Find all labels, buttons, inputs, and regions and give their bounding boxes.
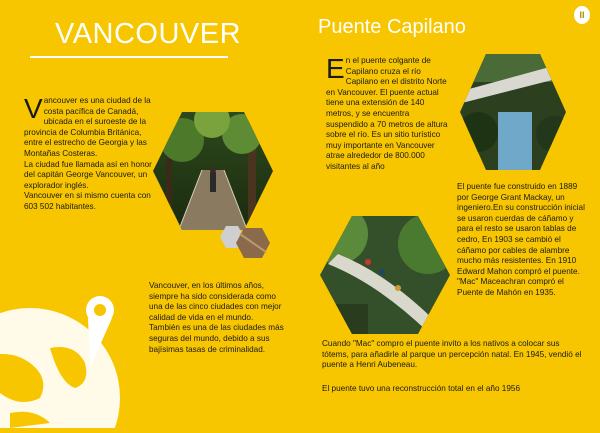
bridge-totems-block <box>322 339 588 371</box>
bridge-history-paragraph: El puente fue construido en 1889 por George Grant Mackay, un ingeniero.En su construcción inicial se usaron cuerdas de cáñamo y para el resto se usaron tablas de cedro, En 1903 se cambió el cáñamo por cables de alambre mucho más resistentes. En 1910 Edward Mahon compró el puente. "Mac" Maceachran compró el Puente de Mahón en 1935. <box>457 182 585 297</box>
title-underline <box>30 56 228 58</box>
small-hex-photo-2 <box>236 228 270 258</box>
dropcap-v: V <box>24 93 43 124</box>
intro-text-block <box>24 93 152 213</box>
page-title-right: Puente Capilano <box>318 16 466 38</box>
lower-text-block <box>149 281 287 355</box>
bridge-reconstruction-text: El puente tuvo una reconstrucción total en el año 1956 <box>322 384 521 393</box>
intro-paragraph-2: La ciudad fue llamada así en honor del capitán George Vancouver, un explorador inglés. <box>24 159 152 190</box>
lower-paragraph-1: Vancouver, en los últimos años, siempre ha sido considerada como una de las cinco ciudades con mejor calidad de vida en el mundo. <box>149 281 282 322</box>
dropcap-e: E <box>326 53 345 84</box>
globe-pin-graphic <box>0 288 140 433</box>
page-title-left: VANCOUVER <box>55 18 242 50</box>
cliffwalk-photo <box>318 214 452 336</box>
lower-paragraph-2: También es una de las ciudades más seguras del mundo, debido a sus bajísimas tasas de criminalidad. <box>149 323 284 354</box>
bridge-totems-paragraph: Cuando "Mac" compro el puente invito a los nativos a colocar sus tótems, para añadirle al parque un percepción natal. En 1945, vendió el puente a Henri Aubeneau. <box>322 339 582 370</box>
page-number: II <box>574 6 590 24</box>
forest-bridge-photo <box>152 110 274 232</box>
bridge-gorge-photo <box>458 52 568 172</box>
bridge-intro-paragraph: n el puente colgante de Capilano cruza el río Capilano en el distrito Norte en Vancouver. El puente actual tiene una extensión de 140 metros, y se encuentra suspendido a 70 metros de altura sobre el río. Es un sitio turístico muy importante en Vancouver atrae alrededor de 800.000 visitantes al año <box>326 56 448 171</box>
intro-paragraph-3: Vancouver en si mismo cuenta con 603 502 habitantes. <box>24 191 151 211</box>
bridge-history-block <box>457 182 587 299</box>
intro-paragraph: ancouver es una ciudad de la costa pacífica de Canadá, ubicada en el suroeste de la provincia de Columbia Británica, entre el estrecho de Georgia y las Montañas Costeras. <box>24 96 151 158</box>
bridge-intro-block <box>326 53 452 173</box>
